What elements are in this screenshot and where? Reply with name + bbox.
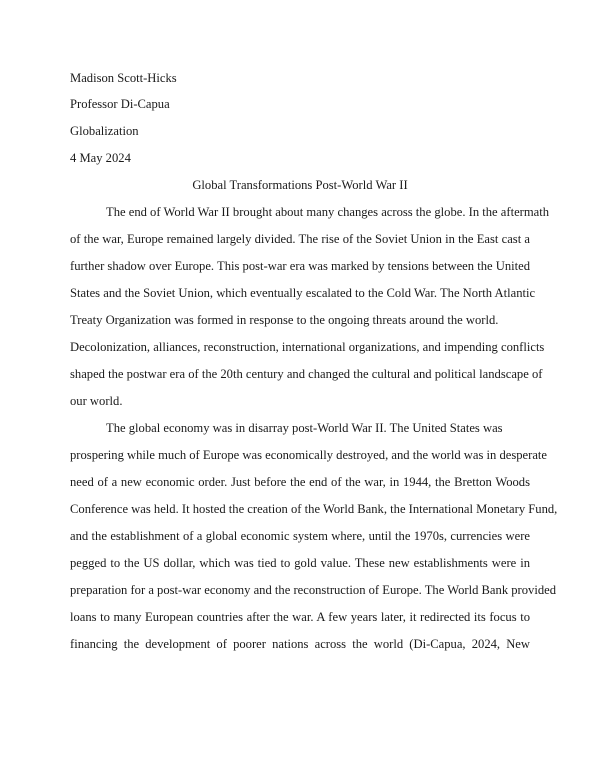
paragraph-line: States and the Soviet Union, which eventually escalated to the Cold War. The North Atlantic [70, 286, 536, 300]
paragraph-line: our world. [70, 394, 123, 408]
paragraph-line: financing the development of poorer nations across the world (Di-Capua, 2024, New [70, 637, 530, 651]
paragraph-line: Treaty Organization was formed in response to the ongoing threats around the world. [70, 313, 499, 327]
paragraph-line: Decolonization, alliances, reconstruction, international organizations, and impending conflicts [70, 340, 545, 354]
paragraph-line: prospering while much of Europe was economically destroyed, and the world was in desperate [70, 448, 548, 462]
paragraph-line: loans to many European countries after the war. A few years later, it redirected its focus to [70, 610, 530, 624]
paragraph-line: need of a new economic order. Just before the end of the war, in 1944, the Bretton Woods [70, 475, 530, 489]
paragraph-line: of the war, Europe remained largely divided. The rise of the Soviet Union in the East cast a [70, 232, 530, 246]
instructor-name: Professor Di-Capua [70, 97, 170, 111]
paragraph-line: and the establishment of a global economic system where, until the 1970s, currencies were [70, 529, 530, 543]
paragraph-line: further shadow over Europe. This post-war era was marked by tensions between the United [70, 259, 531, 273]
essay-title: Global Transformations Post-World War II [192, 178, 408, 192]
paragraph-line: preparation for a post-war economy and the reconstruction of Europe. The World Bank provided [70, 583, 557, 597]
paragraph-line: The end of World War II brought about many changes across the globe. In the aftermath [106, 205, 550, 219]
author-name: Madison Scott-Hicks [70, 71, 177, 85]
paragraph-line: shaped the postwar era of the 20th century and changed the cultural and political landscape of [70, 367, 543, 381]
paragraph-line: The global economy was in disarray post-World War II. The United States was [106, 421, 503, 435]
paragraph-line: Conference was held. It hosted the creation of the World Bank, the International Monetary Fund, [70, 502, 558, 516]
course-name: Globalization [70, 124, 139, 138]
paragraph-line: pegged to the US dollar, which was tied to gold value. These new establishments were in [70, 556, 530, 570]
submission-date: 4 May 2024 [70, 151, 131, 165]
